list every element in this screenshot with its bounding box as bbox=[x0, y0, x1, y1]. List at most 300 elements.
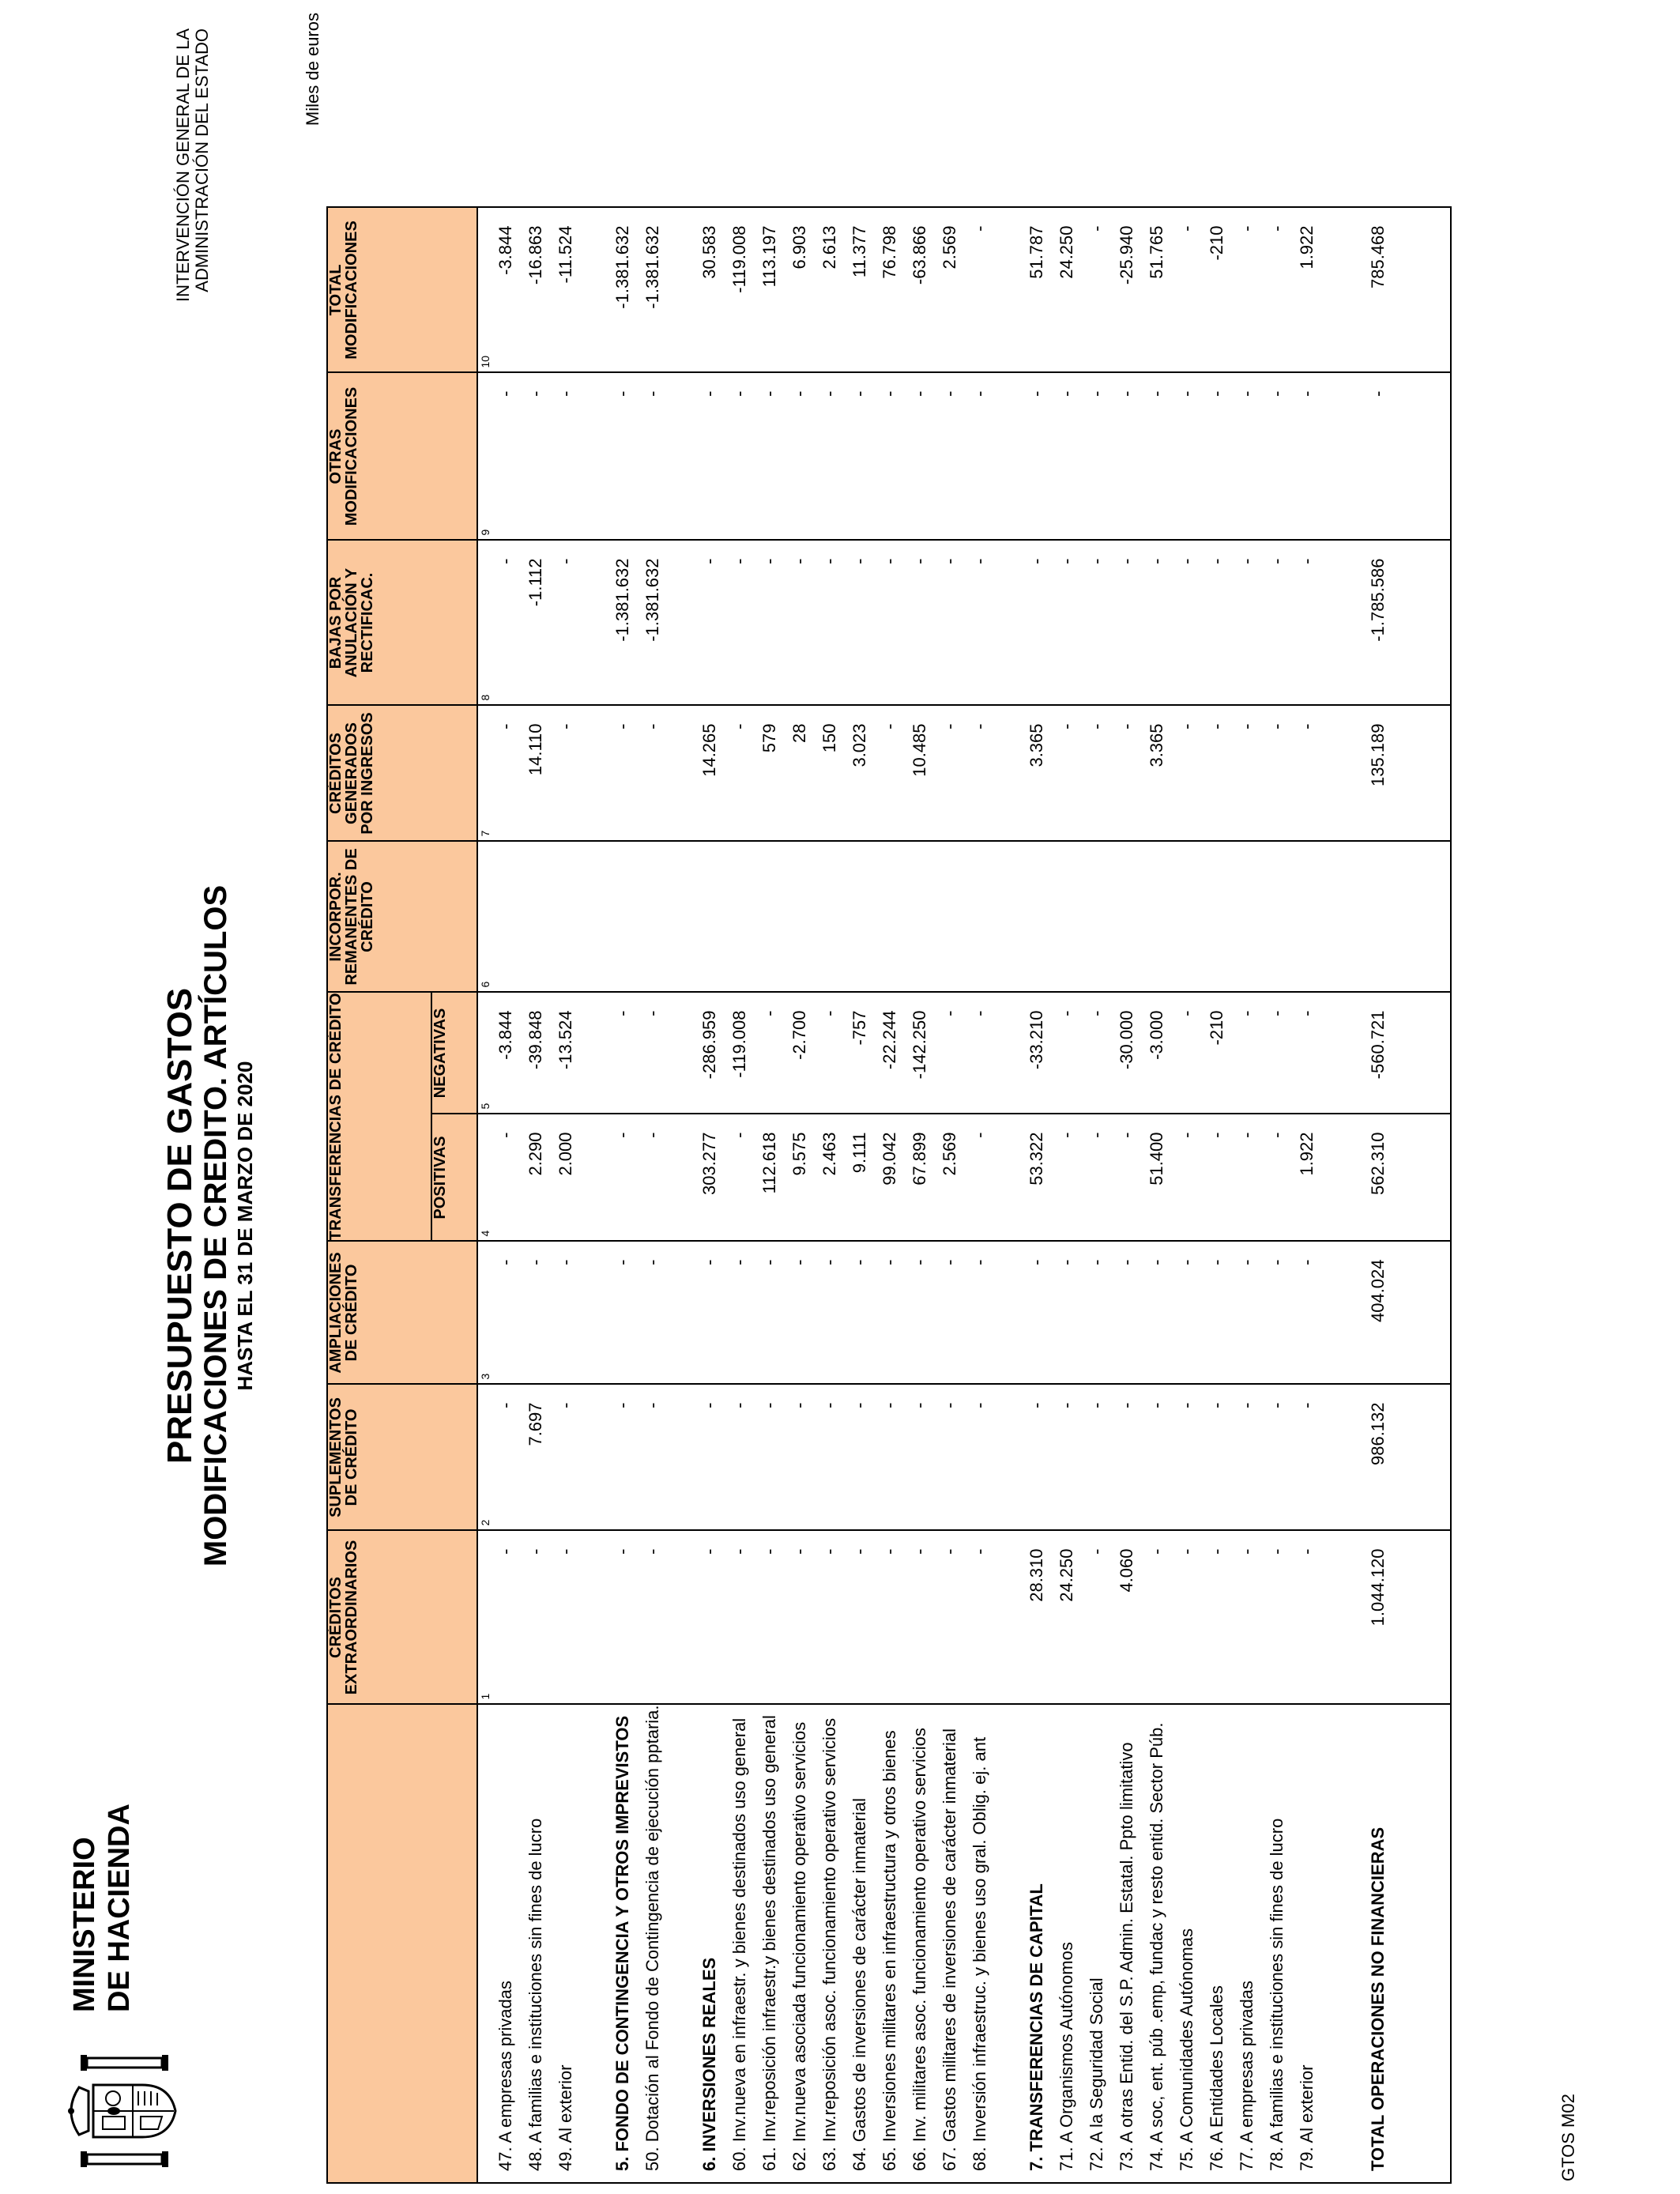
table-row bbox=[1354, 207, 1401, 2183]
cell-value: - bbox=[1267, 1241, 1297, 1384]
cell-value: - bbox=[819, 1530, 849, 1704]
cell-value: -30.000 bbox=[1117, 992, 1147, 1114]
cell-value: - bbox=[940, 1530, 970, 1704]
cell-value bbox=[1147, 841, 1177, 992]
cell-value: - bbox=[880, 1530, 910, 1704]
cell-value: - bbox=[729, 705, 759, 841]
cell-value: 986.132 bbox=[1354, 1384, 1401, 1530]
cell-value: - bbox=[1087, 705, 1117, 841]
cell-value: -16.863 bbox=[525, 207, 556, 372]
cell-value: 2.000 bbox=[556, 1114, 586, 1241]
cell-value bbox=[1267, 841, 1297, 992]
cell-value: -13.524 bbox=[556, 992, 586, 1114]
cell-value: - bbox=[1147, 1384, 1177, 1530]
cell-value: 112.618 bbox=[759, 1114, 789, 1241]
cell-value: - bbox=[1297, 540, 1327, 705]
cell-value: -22.244 bbox=[880, 992, 910, 1114]
cell-value: - bbox=[1117, 540, 1147, 705]
row-label bbox=[1000, 1704, 1026, 2183]
row-label: 75. A Comunidades Autónomas bbox=[1177, 1704, 1207, 2183]
cell-value: - bbox=[1177, 1241, 1207, 1384]
row-label bbox=[586, 1704, 612, 2183]
cell-value: - bbox=[1117, 705, 1147, 841]
cell-value: 53.322 bbox=[1026, 1114, 1057, 1241]
cell-value: - bbox=[1207, 540, 1237, 705]
cell-value bbox=[1000, 207, 1026, 372]
cell-value: -3.844 bbox=[495, 207, 525, 372]
cell-value: -1.785.586 bbox=[1354, 540, 1401, 705]
report-title bbox=[162, 811, 257, 1641]
column-number: 9 bbox=[479, 529, 492, 536]
cell-value: -3.844 bbox=[495, 992, 525, 1114]
cell-value: - bbox=[1237, 705, 1267, 841]
cell-value bbox=[1401, 992, 1451, 1114]
cell-value bbox=[1000, 540, 1026, 705]
cell-value bbox=[586, 992, 612, 1114]
row-label: 49. Al exterior bbox=[556, 1704, 586, 2183]
cell-value: - bbox=[910, 372, 940, 540]
row-label: 72. A la Seguridad Social bbox=[1087, 1704, 1117, 2183]
cell-value: - bbox=[1297, 1530, 1327, 1704]
cell-value bbox=[1401, 1384, 1451, 1530]
row-label: 74. A soc, ent. púb .emp, fundac y resto entid. Sector Púb. bbox=[1147, 1704, 1177, 2183]
table-row bbox=[940, 207, 970, 2183]
cell-value: 67.899 bbox=[910, 1114, 940, 1241]
cell-value: - bbox=[612, 1530, 642, 1704]
cell-value: - bbox=[759, 372, 789, 540]
table-row bbox=[612, 207, 642, 2183]
cell-value: -757 bbox=[849, 992, 880, 1114]
cell-value: - bbox=[525, 372, 556, 540]
cell-value: - bbox=[612, 1114, 642, 1241]
cell-value: 10.485 bbox=[910, 705, 940, 841]
table-row bbox=[1000, 207, 1026, 2183]
cell-value: 4.060 bbox=[1117, 1530, 1147, 1704]
table-row bbox=[699, 207, 729, 2183]
cell-value bbox=[672, 841, 699, 992]
igae-name bbox=[174, 28, 212, 439]
cell-value: - bbox=[1177, 207, 1207, 372]
cell-value bbox=[1401, 1114, 1451, 1241]
cell-value bbox=[672, 372, 699, 540]
table-row bbox=[849, 207, 880, 2183]
cell-value: 303.277 bbox=[699, 1114, 729, 1241]
cell-value: 785.468 bbox=[1354, 207, 1401, 372]
cell-value: 2.463 bbox=[819, 1114, 849, 1241]
cell-value: - bbox=[729, 372, 759, 540]
cell-value bbox=[1000, 1530, 1026, 1704]
cell-value: - bbox=[556, 1241, 586, 1384]
cell-value bbox=[1000, 1384, 1026, 1530]
cell-value: - bbox=[970, 207, 1000, 372]
header-positivas: POSITIVAS bbox=[431, 1114, 477, 1241]
column-number: 1 bbox=[479, 1693, 492, 1700]
cell-value: -25.940 bbox=[1117, 207, 1147, 372]
cell-value bbox=[1354, 841, 1401, 992]
ministry-line-1: MINISTERIO bbox=[68, 1837, 101, 2012]
cell-value bbox=[586, 1384, 612, 1530]
table-row bbox=[1177, 207, 1207, 2183]
cell-value bbox=[1026, 841, 1057, 992]
cell-value bbox=[586, 705, 612, 841]
cell-value: - bbox=[849, 372, 880, 540]
cell-value: - bbox=[556, 705, 586, 841]
cell-value bbox=[672, 207, 699, 372]
row-label: 73. A otras Entid. del S.P. Admin. Estatal. Ppto limitativo bbox=[1117, 1704, 1147, 2183]
cell-value: 2.569 bbox=[940, 1114, 970, 1241]
cell-value: - bbox=[940, 1241, 970, 1384]
cell-value: -210 bbox=[1207, 992, 1237, 1114]
table-row bbox=[1237, 207, 1267, 2183]
cell-value: - bbox=[849, 1241, 880, 1384]
cell-value: - bbox=[970, 992, 1000, 1114]
cell-value: - bbox=[495, 1241, 525, 1384]
cell-value: - bbox=[1237, 1530, 1267, 1704]
cell-value: - bbox=[1177, 540, 1207, 705]
cell-value: - bbox=[789, 1241, 819, 1384]
table-row bbox=[495, 207, 525, 2183]
cell-value: - bbox=[1267, 207, 1297, 372]
row-label: 76. A Entidades Locales bbox=[1207, 1704, 1237, 2183]
column-number-row bbox=[477, 207, 495, 2183]
cell-value: -3.000 bbox=[1147, 992, 1177, 1114]
cell-value bbox=[789, 841, 819, 992]
cell-value: -560.721 bbox=[1354, 992, 1401, 1114]
cell-value bbox=[556, 841, 586, 992]
cell-value: - bbox=[1087, 1384, 1117, 1530]
cell-value: -119.008 bbox=[729, 992, 759, 1114]
cell-value bbox=[1401, 1530, 1451, 1704]
column-number: 3 bbox=[479, 1373, 492, 1380]
cell-value: - bbox=[1087, 1530, 1117, 1704]
cell-value: - bbox=[910, 540, 940, 705]
cell-value bbox=[970, 841, 1000, 992]
table-row bbox=[789, 207, 819, 2183]
row-label: 68. Inversión infraestruc. y bienes uso gral. Oblig. ej. ant bbox=[970, 1704, 1000, 2183]
cell-value: - bbox=[1237, 372, 1267, 540]
cell-value: - bbox=[1207, 1241, 1237, 1384]
row-label: 47. A empresas privadas bbox=[495, 1704, 525, 2183]
row-label: 79. Al exterior bbox=[1297, 1704, 1327, 2183]
cell-value bbox=[699, 841, 729, 992]
cell-value: - bbox=[819, 1241, 849, 1384]
cell-value: - bbox=[1237, 1241, 1267, 1384]
cell-value bbox=[1401, 372, 1451, 540]
header-negativas: NEGATIVAS bbox=[431, 992, 477, 1114]
cell-value bbox=[672, 1384, 699, 1530]
cell-value bbox=[1000, 841, 1026, 992]
column-number-cell bbox=[477, 540, 495, 705]
cell-value bbox=[672, 992, 699, 1114]
cell-value: 76.798 bbox=[880, 207, 910, 372]
cell-value: - bbox=[1057, 1384, 1087, 1530]
cell-value: - bbox=[612, 372, 642, 540]
cell-value: - bbox=[880, 1241, 910, 1384]
cell-value: - bbox=[1207, 372, 1237, 540]
cell-value bbox=[819, 841, 849, 992]
column-number-cell bbox=[477, 1704, 495, 2183]
row-label bbox=[1401, 1704, 1451, 2183]
cell-value bbox=[1327, 1114, 1354, 1241]
column-number: 2 bbox=[479, 1519, 492, 1526]
cell-value: - bbox=[642, 1241, 672, 1384]
footer-code: GTOS M02 bbox=[1558, 2094, 1578, 2181]
modifications-table bbox=[326, 206, 1452, 2184]
cell-value bbox=[672, 540, 699, 705]
cell-value: - bbox=[1177, 372, 1207, 540]
cell-value: - bbox=[819, 1384, 849, 1530]
cell-value: - bbox=[1267, 1384, 1297, 1530]
cell-value: 11.377 bbox=[849, 207, 880, 372]
cell-value: 51.400 bbox=[1147, 1114, 1177, 1241]
cell-value: - bbox=[819, 992, 849, 1114]
column-number-cell bbox=[477, 1384, 495, 1530]
cell-value: -1.381.632 bbox=[642, 207, 672, 372]
cell-value: - bbox=[819, 372, 849, 540]
cell-value: - bbox=[1237, 207, 1267, 372]
cell-value: - bbox=[495, 1384, 525, 1530]
cell-value: 51.787 bbox=[1026, 207, 1057, 372]
cell-value: - bbox=[1026, 372, 1057, 540]
cell-value bbox=[586, 841, 612, 992]
table-row bbox=[729, 207, 759, 2183]
cell-value: 2.569 bbox=[940, 207, 970, 372]
cell-value: 9.575 bbox=[789, 1114, 819, 1241]
header-suplementos: SUPLEMENTOS DE CRÉDITO bbox=[327, 1384, 477, 1530]
cell-value: -1.381.632 bbox=[642, 540, 672, 705]
cell-value: - bbox=[1177, 1114, 1207, 1241]
cell-value: 7.697 bbox=[525, 1384, 556, 1530]
cell-value: 24.250 bbox=[1057, 207, 1087, 372]
row-label: 61. Inv.reposición infraestr.y bienes destinados uso general bbox=[759, 1704, 789, 2183]
cell-value: - bbox=[1297, 705, 1327, 841]
cell-value: 6.903 bbox=[789, 207, 819, 372]
cell-value bbox=[1087, 841, 1117, 992]
cell-value bbox=[1327, 372, 1354, 540]
cell-value: 1.044.120 bbox=[1354, 1530, 1401, 1704]
cell-value: - bbox=[880, 1384, 910, 1530]
cell-value: 113.197 bbox=[759, 207, 789, 372]
cell-value bbox=[1000, 1241, 1026, 1384]
column-number: 6 bbox=[479, 981, 492, 988]
ministry-name bbox=[67, 1804, 137, 2012]
title-line-2: MODIFICACIONES DE CREDITO. ARTÍCULOS bbox=[198, 884, 233, 1567]
cell-value: - bbox=[1147, 1530, 1177, 1704]
title-line-1: PRESUPUESTO DE GASTOS bbox=[160, 987, 199, 1465]
cell-value: 150 bbox=[819, 705, 849, 841]
cell-value: - bbox=[1117, 1384, 1147, 1530]
cell-value: - bbox=[1207, 1530, 1237, 1704]
row-label bbox=[672, 1704, 699, 2183]
cell-value: - bbox=[970, 1530, 1000, 1704]
cell-value bbox=[1237, 841, 1267, 992]
cell-value: - bbox=[642, 992, 672, 1114]
table-row bbox=[1297, 207, 1327, 2183]
row-label: 50. Dotación al Fondo de Contingencia de ejecución pptaria. bbox=[642, 1704, 672, 2183]
cell-value: - bbox=[1177, 1530, 1207, 1704]
header-ampliaciones: AMPLIACIONES DE CRÉDITO bbox=[327, 1241, 477, 1384]
row-label: 63. Inv.reposición asoc. funcionamiento operativo servicios bbox=[819, 1704, 849, 2183]
cell-value: -286.959 bbox=[699, 992, 729, 1114]
cell-value bbox=[586, 1530, 612, 1704]
cell-value: - bbox=[759, 992, 789, 1114]
cell-value bbox=[1207, 841, 1237, 992]
cell-value: - bbox=[970, 1384, 1000, 1530]
cell-value bbox=[759, 841, 789, 992]
cell-value: -142.250 bbox=[910, 992, 940, 1114]
cell-value: - bbox=[699, 1241, 729, 1384]
table-row bbox=[910, 207, 940, 2183]
cell-value bbox=[586, 1114, 612, 1241]
cell-value: 30.583 bbox=[699, 207, 729, 372]
cell-value: - bbox=[729, 1530, 759, 1704]
cell-value: -1.381.632 bbox=[612, 207, 642, 372]
cell-value: - bbox=[525, 1241, 556, 1384]
cell-value: - bbox=[1267, 1114, 1297, 1241]
cell-value: 28.310 bbox=[1026, 1530, 1057, 1704]
cell-value: - bbox=[910, 1384, 940, 1530]
cell-value: - bbox=[1207, 1384, 1237, 1530]
header-generados: CRÉDITOS GENERADOS POR INGRESOS bbox=[327, 705, 477, 841]
cell-value: - bbox=[1297, 1241, 1327, 1384]
cell-value: 9.111 bbox=[849, 1114, 880, 1241]
cell-value: - bbox=[1297, 992, 1327, 1114]
cell-value: -63.866 bbox=[910, 207, 940, 372]
table-row bbox=[1087, 207, 1117, 2183]
cell-value: - bbox=[759, 540, 789, 705]
cell-value: - bbox=[556, 372, 586, 540]
cell-value: - bbox=[495, 372, 525, 540]
cell-value bbox=[672, 1241, 699, 1384]
cell-value: 14.110 bbox=[525, 705, 556, 841]
cell-value: - bbox=[1267, 705, 1297, 841]
row-label: TOTAL OPERACIONES NO FINANCIERAS bbox=[1354, 1704, 1401, 2183]
cell-value bbox=[672, 1530, 699, 1704]
header-incorporaciones: INCORPOR. REMANENTES DE CRÉDITO bbox=[327, 841, 477, 992]
row-label: 66. Inv. militares asoc. funcionamiento operativo servicios bbox=[910, 1704, 940, 2183]
cell-value: -119.008 bbox=[729, 207, 759, 372]
row-label: 65. Inversiones militares en infraestructura y otros bienes bbox=[880, 1704, 910, 2183]
column-number: 4 bbox=[479, 1230, 492, 1237]
cell-value: -210 bbox=[1207, 207, 1237, 372]
cell-value: - bbox=[1237, 992, 1267, 1114]
cell-value: 1.922 bbox=[1297, 207, 1327, 372]
cell-value: - bbox=[699, 1384, 729, 1530]
table-row bbox=[1057, 207, 1087, 2183]
cell-value: - bbox=[1297, 372, 1327, 540]
cell-value bbox=[1401, 705, 1451, 841]
column-number-cell bbox=[477, 1114, 495, 1241]
cell-value: - bbox=[759, 1530, 789, 1704]
table-row bbox=[819, 207, 849, 2183]
cell-value: - bbox=[1237, 540, 1267, 705]
cell-value: - bbox=[1026, 1241, 1057, 1384]
cell-value: - bbox=[1267, 540, 1297, 705]
cell-value: - bbox=[1057, 1114, 1087, 1241]
table-row bbox=[1147, 207, 1177, 2183]
cell-value: - bbox=[970, 540, 1000, 705]
cell-value: - bbox=[556, 1530, 586, 1704]
cell-value: 1.922 bbox=[1297, 1114, 1327, 1241]
cell-value bbox=[586, 540, 612, 705]
cell-value bbox=[1177, 841, 1207, 992]
cell-value bbox=[586, 1241, 612, 1384]
cell-value: - bbox=[849, 1384, 880, 1530]
cell-value: - bbox=[642, 1384, 672, 1530]
header-creditos-extraordinarios: CRÉDITOS EXTRAORDINARIOS bbox=[327, 1530, 477, 1704]
cell-value: 562.310 bbox=[1354, 1114, 1401, 1241]
cell-value: - bbox=[495, 1530, 525, 1704]
cell-value: - bbox=[1207, 705, 1237, 841]
table-row bbox=[672, 207, 699, 2183]
cell-value: - bbox=[699, 540, 729, 705]
cell-value: - bbox=[729, 1114, 759, 1241]
column-number-cell bbox=[477, 705, 495, 841]
cell-value: - bbox=[612, 1384, 642, 1530]
cell-value: - bbox=[1237, 1384, 1267, 1530]
cell-value: - bbox=[849, 540, 880, 705]
cell-value: - bbox=[940, 1384, 970, 1530]
cell-value bbox=[1000, 1114, 1026, 1241]
column-number-cell bbox=[477, 992, 495, 1114]
cell-value: - bbox=[1267, 1530, 1297, 1704]
cell-value bbox=[495, 841, 525, 992]
cell-value: - bbox=[729, 1241, 759, 1384]
igae-line-2: ADMINISTRACIÓN DEL ESTADO bbox=[192, 28, 212, 292]
cell-value bbox=[910, 841, 940, 992]
cell-value: - bbox=[1147, 1241, 1177, 1384]
cell-value bbox=[1327, 992, 1354, 1114]
coat-of-arms-logo bbox=[63, 2052, 182, 2170]
cell-value: - bbox=[940, 540, 970, 705]
table-row bbox=[556, 207, 586, 2183]
table-row bbox=[525, 207, 556, 2183]
cell-value: - bbox=[699, 1530, 729, 1704]
cell-value: -11.524 bbox=[556, 207, 586, 372]
table-row bbox=[1327, 207, 1354, 2183]
cell-value bbox=[1297, 841, 1327, 992]
cell-value: - bbox=[1177, 992, 1207, 1114]
cell-value: - bbox=[1057, 992, 1087, 1114]
cell-value: 51.765 bbox=[1147, 207, 1177, 372]
cell-value: - bbox=[1057, 705, 1087, 841]
cell-value: - bbox=[910, 1241, 940, 1384]
column-number-cell bbox=[477, 841, 495, 992]
cell-value bbox=[729, 841, 759, 992]
cell-value bbox=[1117, 841, 1147, 992]
cell-value: - bbox=[1117, 372, 1147, 540]
cell-value bbox=[672, 1114, 699, 1241]
cell-value: - bbox=[729, 1384, 759, 1530]
row-label: 7. TRANSFERENCIAS DE CAPITAL bbox=[1026, 1704, 1057, 2183]
row-label: 67. Gastos militares de inversiones de carácter inmaterial bbox=[940, 1704, 970, 2183]
row-label bbox=[1327, 1704, 1354, 2183]
cell-value: 99.042 bbox=[880, 1114, 910, 1241]
cell-value bbox=[586, 207, 612, 372]
cell-value: - bbox=[970, 1114, 1000, 1241]
cell-value: 579 bbox=[759, 705, 789, 841]
table-row bbox=[1267, 207, 1297, 2183]
cell-value bbox=[1327, 1384, 1354, 1530]
table-row bbox=[970, 207, 1000, 2183]
cell-value: - bbox=[1147, 372, 1177, 540]
cell-value: - bbox=[1117, 1241, 1147, 1384]
cell-value: 24.250 bbox=[1057, 1530, 1087, 1704]
cell-value: - bbox=[642, 1114, 672, 1241]
cell-value: - bbox=[789, 1530, 819, 1704]
cell-value bbox=[1327, 1530, 1354, 1704]
cell-value: 2.613 bbox=[819, 207, 849, 372]
